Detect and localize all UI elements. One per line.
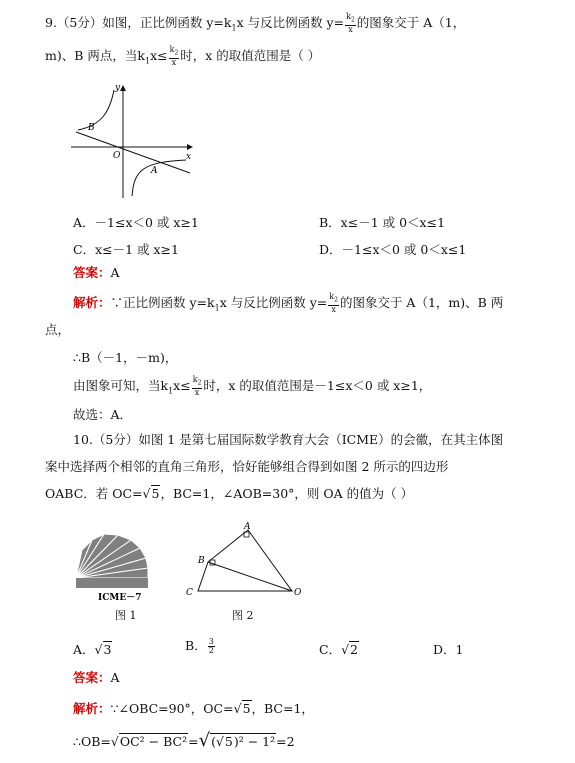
fraction-k2-over-x	[328, 293, 339, 314]
vertex-a-label: A	[244, 522, 251, 532]
subscript: 1	[144, 56, 151, 66]
sqrt-radicand: 5	[224, 734, 233, 749]
frac-den: x	[331, 304, 336, 314]
q10-stem-line2: 案中选择两个相邻的直角三角形，恰好能够组合得到如图 2 所示的四边形	[45, 459, 449, 474]
analysis-text: ∵正比例函数 y=k	[110, 294, 215, 310]
q9-option-b[interactable]: B．x≤－1 或 0＜x≤1	[319, 215, 446, 230]
q9-option-c[interactable]: C．x≤－1 或 x≥1	[73, 242, 179, 257]
q10-text: OABC．若 OC=	[45, 486, 143, 501]
proportional-line	[76, 132, 190, 173]
q10-analysis-line2: ∴OB=√OC² − BC²=√(√5)² − 1²=2	[73, 730, 295, 751]
q10-option-d[interactable]: D．1	[433, 642, 464, 657]
frac-num: k	[169, 45, 175, 54]
frac-sub: 2	[197, 379, 202, 387]
q10-option-b[interactable]	[185, 636, 216, 655]
analysis-label: 解析：	[73, 294, 111, 310]
segment-ob	[208, 562, 292, 591]
emblem-text: ICME－7	[98, 593, 142, 603]
q10-fig1-caption: 图 1	[115, 609, 137, 622]
subscript: 1	[168, 386, 174, 396]
q9-text: 时，x 的取值范围是（ ）	[180, 47, 321, 63]
emblem-base	[76, 578, 148, 588]
q9-stem-line2	[45, 46, 320, 69]
fraction-k2-over-x	[192, 376, 203, 397]
q9-function-graph	[68, 80, 198, 202]
axis-y-label: y	[115, 83, 121, 93]
q9-analysis-line1	[73, 293, 503, 316]
q10-stem-line1: 10.（5分）如图 1 是第七届国际数学教育大会（ICME）的会徽，在其主体图	[73, 432, 504, 447]
vertex-o-label: O	[294, 588, 302, 598]
analysis-label: 解析：	[73, 701, 111, 716]
q9-analysis-line2: 点，	[45, 322, 71, 337]
analysis-text: ∵∠OBC=90°，OC=	[110, 701, 234, 716]
analysis-text: 时，x 的取值范围是－1≤x＜0 或 x≥1，	[203, 377, 432, 393]
point-b-label: B	[88, 123, 95, 133]
q10-answer	[73, 670, 120, 686]
q9-analysis-line3: ∴B（－1，－m)，	[73, 350, 178, 365]
origin-label: O	[113, 151, 121, 161]
analysis-text: 的图象交于 A（1，m)、B 两	[339, 294, 504, 310]
subscript: 1	[231, 23, 237, 33]
q9-stem-line1	[45, 13, 465, 36]
frac-num: k	[329, 292, 335, 301]
frac-den: x	[171, 57, 177, 67]
q10-option-a[interactable]: A．√3	[73, 642, 112, 657]
frac-num: k	[192, 375, 198, 384]
q9-text: m)、B 两点，当k	[45, 47, 145, 63]
answer-value: A	[110, 670, 120, 685]
sqrt-radicand-large: (√5)² − 1²	[211, 734, 276, 749]
q9-answer	[73, 265, 120, 281]
q10-analysis-line1: 解析：∵∠OBC=90°，OC=√5，BC=1，	[73, 701, 314, 716]
frac-num: 3	[208, 637, 214, 646]
q10-text: ，BC=1，∠AOB=30°，则 OA 的值为（ ）	[160, 486, 414, 501]
q9-text: x 与反比例函数 y=	[236, 14, 345, 30]
q10-option-c[interactable]: C．√2	[319, 642, 358, 657]
q9-analysis-line4	[73, 376, 431, 399]
analysis-text: =	[188, 734, 199, 749]
frac-den: x	[194, 387, 200, 397]
fraction-k2-over-x	[169, 46, 180, 67]
q10-fig2-caption: 图 2	[232, 609, 254, 622]
q10-figure2-quadrilateral	[180, 520, 310, 605]
q9-option-a[interactable]: A．－1≤x＜0 或 x≥1	[73, 215, 199, 230]
fraction-k2-over-x	[345, 13, 356, 34]
sqrt-sign-large: √	[198, 730, 211, 751]
hyperbola-branch-lower-right	[132, 160, 186, 196]
analysis-text: ∴OB=	[73, 734, 111, 749]
option-label: C．	[319, 642, 342, 657]
frac-den: 2	[208, 646, 214, 655]
q9-option-d[interactable]: D．－1≤x＜0 或 0＜x≤1	[319, 242, 467, 257]
sqrt-radicand: 3	[103, 642, 112, 657]
sqrt-radicand: 5	[242, 701, 251, 716]
sqrt-radicand: OC² − BC²	[119, 734, 188, 749]
q9-analysis-line5: 故选：A．	[73, 407, 133, 422]
answer-label: 答案：	[73, 265, 111, 280]
q10-stem-line3: OABC．若 OC=√5，BC=1，∠AOB=30°，则 OA 的值为（ ）	[45, 486, 414, 501]
analysis-text: =2	[276, 734, 295, 749]
q9-text: 的图象交于 A（1，	[356, 14, 466, 30]
q9-text: x≤	[150, 47, 168, 63]
sqrt-radicand: 2	[350, 642, 358, 657]
frac-num: k	[346, 12, 351, 21]
q9-text: 9.（5分）如图，正比例函数 y=k	[45, 14, 232, 30]
frac-sub: 2	[174, 49, 179, 57]
analysis-text: x 与反比例函数 y=	[219, 294, 328, 310]
frac-sub: 2	[334, 296, 338, 304]
point-a-label: A	[151, 166, 158, 176]
frac-den: x	[348, 24, 353, 34]
frac-sub: 2	[350, 16, 355, 24]
vertex-b-label: B	[198, 556, 205, 566]
answer-value: A	[110, 265, 120, 280]
analysis-text: (	[211, 734, 216, 749]
fraction-3-over-2	[208, 638, 215, 655]
quadrilateral-oabc	[198, 530, 292, 591]
analysis-text: )² − 1²	[233, 734, 276, 749]
vertex-c-label: C	[186, 588, 193, 598]
analysis-text: x≤	[173, 377, 191, 393]
sqrt-radicand: 5	[151, 486, 160, 501]
option-label: A．	[73, 642, 95, 657]
analysis-text: ，BC=1，	[251, 701, 314, 716]
axis-x-label: x	[186, 152, 192, 162]
answer-label: 答案：	[73, 670, 111, 685]
analysis-text: 由图象可知，当k	[73, 377, 169, 393]
option-label: B．	[185, 638, 207, 653]
hyperbola-branch-upper-left	[78, 90, 114, 130]
subscript: 1	[214, 303, 220, 313]
